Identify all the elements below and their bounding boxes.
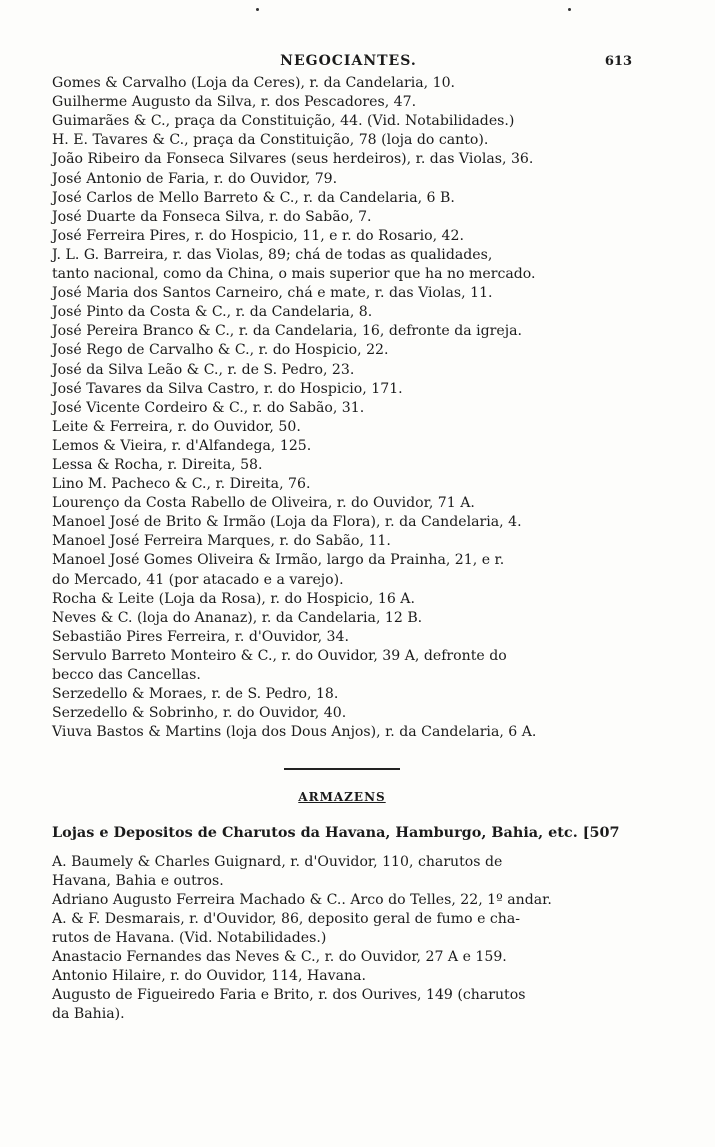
list-item (52, 150, 632, 169)
list-item (52, 551, 632, 589)
list-item (52, 853, 632, 891)
list-item (52, 723, 632, 742)
list-item (52, 456, 632, 475)
list-item (52, 967, 632, 986)
list-item (52, 948, 632, 967)
section-divider (284, 768, 400, 770)
list-item (52, 341, 632, 360)
list-item (52, 590, 632, 609)
entry-text: Neves & C. (loja do Ananaz), r. da Candelaria, 12 B. (52, 609, 423, 626)
list-item (52, 131, 632, 150)
entry-text: José Carlos de Mello Barreto & C., r. da Candelaria, 6 B. (52, 189, 455, 206)
entry-text: José Pereira Branco & C., r. da Candelaria, 16, defronte da igreja. (52, 323, 522, 340)
entry-continuation: da Bahia). (52, 1006, 125, 1023)
entry-text: Serzedello & Moraes, r. de S. Pedro, 18. (52, 686, 339, 703)
entry-text: José Pinto da Costa & C., r. da Candelaria, 8. (52, 304, 373, 321)
entry-text: Lessa & Rocha, r. Direita, 58. (52, 456, 263, 473)
armazens-list (52, 853, 632, 1025)
list-item (52, 685, 632, 704)
entry-text: José Antonio de Faria, r. do Ouvidor, 79. (52, 170, 338, 187)
entry-text: A. & F. Desmarais, r. d'Ouvidor, 86, deposito geral de fumo e cha- (52, 910, 521, 927)
list-item (52, 74, 632, 93)
entry-text: Rocha & Leite (Loja da Rosa), r. do Hospicio, 16 A. (52, 590, 415, 607)
entry-text: A. Baumely & Charles Guignard, r. d'Ouvidor, 110, charutos de (52, 853, 503, 870)
list-item (52, 628, 632, 647)
entry-text: José da Silva Leão & C., r. de S. Pedro, 23. (52, 361, 355, 378)
entry-text: Lino M. Pacheco & C., r. Direita, 76. (52, 476, 311, 493)
list-item (52, 418, 632, 437)
entry-text: Gomes & Carvalho (Loja da Ceres), r. da Candelaria, 10. (52, 75, 456, 92)
entry-continuation: rutos de Havana. (Vid. Notabilidades.) (52, 929, 327, 946)
list-item (52, 112, 632, 131)
list-item (52, 910, 632, 948)
list-item (52, 647, 632, 685)
document-page (52, 52, 632, 1024)
entry-text: José Tavares da Silva Castro, r. do Hospicio, 171. (52, 380, 403, 397)
page-number: 613 (604, 54, 632, 69)
list-item (52, 494, 632, 513)
entry-continuation: do Mercado, 41 (por atacado e a varejo). (52, 571, 344, 588)
entry-text: Sebastião Pires Ferreira, r. d'Ouvidor, 34. (52, 628, 349, 645)
entry-continuation: becco das Cancellas. (52, 667, 201, 683)
print-speck (568, 8, 571, 11)
entry-text: José Duarte da Fonseca Silva, r. do Sabão, 7. (52, 208, 372, 225)
subsection-title: Lojas e Depositos de Charutos da Havana, Hamburgo, Bahia, etc. [507 (52, 824, 620, 842)
list-item (52, 704, 632, 723)
list-item (52, 246, 632, 284)
page-header (52, 52, 632, 71)
entry-text: Servulo Barreto Monteiro & C., r. do Ouvidor, 39 A, defronte do (52, 647, 507, 664)
entry-continuation: tanto nacional, como da China, o mais superior que ha no mercado. (52, 266, 536, 283)
entry-continuation: Havana, Bahia e outros. (52, 872, 224, 889)
entry-text: J. L. G. Barreira, r. das Violas, 89; chá de todas as qualidades, (52, 246, 493, 263)
entry-text: Guilherme Augusto da Silva, r. dos Pescadores, 47. (52, 94, 417, 111)
entry-text: H. E. Tavares & C., praça da Constituição, 78 (loja do canto). (52, 132, 489, 149)
entry-text: José Ferreira Pires, r. do Hospicio, 11, e r. do Rosario, 42. (52, 227, 464, 244)
list-item (52, 437, 632, 456)
entry-text: José Vicente Cordeiro & C., r. do Sabão, 31. (52, 399, 365, 416)
list-item (52, 284, 632, 303)
page-title: NEGOCIANTES. (280, 53, 417, 69)
negociantes-list (52, 74, 632, 742)
list-item (52, 322, 632, 341)
list-item (52, 361, 632, 380)
list-item (52, 609, 632, 628)
entry-text: Lemos & Vieira, r. d'Alfandega, 125. (52, 437, 312, 454)
entry-text: João Ribeiro da Fonseca Silvares (seus herdeiros), r. das Violas, 36. (52, 151, 534, 168)
list-item (52, 380, 632, 399)
entry-text: Viuva Bastos & Martins (loja dos Dous Anjos), r. da Candelaria, 6 A. (52, 724, 537, 741)
entry-text: Manoel José Ferreira Marques, r. do Sabão, 11. (52, 533, 391, 550)
entry-text: Antonio Hilaire, r. do Ouvidor, 114, Havana. (52, 968, 366, 985)
entry-text: Leite & Ferreira, r. do Ouvidor, 50. (52, 418, 301, 435)
entry-text: Manoel José Gomes Oliveira & Irmão, largo da Prainha, 21, e r. (52, 552, 505, 569)
list-item (52, 93, 632, 112)
entry-text: Augusto de Figueiredo Faria e Brito, r. dos Ourives, 149 (charutos (52, 987, 526, 1004)
entry-text: José Maria dos Santos Carneiro, chá e mate, r. das Violas, 11. (52, 285, 493, 302)
list-item (52, 532, 632, 551)
list-item (52, 189, 632, 208)
entry-text: Adriano Augusto Ferreira Machado & C.. Arco do Telles, 22, 1º andar. (52, 891, 552, 908)
list-item (52, 208, 632, 227)
list-item (52, 513, 632, 532)
list-item (52, 475, 632, 494)
list-item (52, 399, 632, 418)
section-title: ARMAZENS (298, 790, 386, 805)
entry-text: Guimarães & C., praça da Constituição, 44. (Vid. Notabilidades.) (52, 113, 515, 130)
print-speck (256, 8, 259, 11)
entry-text: Lourenço da Costa Rabello de Oliveira, r. do Ouvidor, 71 A. (52, 495, 475, 512)
list-item (52, 227, 632, 246)
list-item (52, 986, 632, 1024)
entry-text: Manoel José de Brito & Irmão (Loja da Flora), r. da Candelaria, 4. (52, 514, 522, 531)
list-item (52, 170, 632, 189)
list-item (52, 303, 632, 322)
entry-text: Anastacio Fernandes das Neves & C., r. do Ouvidor, 27 A e 159. (52, 949, 507, 966)
list-item (52, 891, 632, 910)
entry-text: José Rego de Carvalho & C., r. do Hospicio, 22. (52, 342, 389, 359)
entry-text: Serzedello & Sobrinho, r. do Ouvidor, 40. (52, 705, 347, 722)
